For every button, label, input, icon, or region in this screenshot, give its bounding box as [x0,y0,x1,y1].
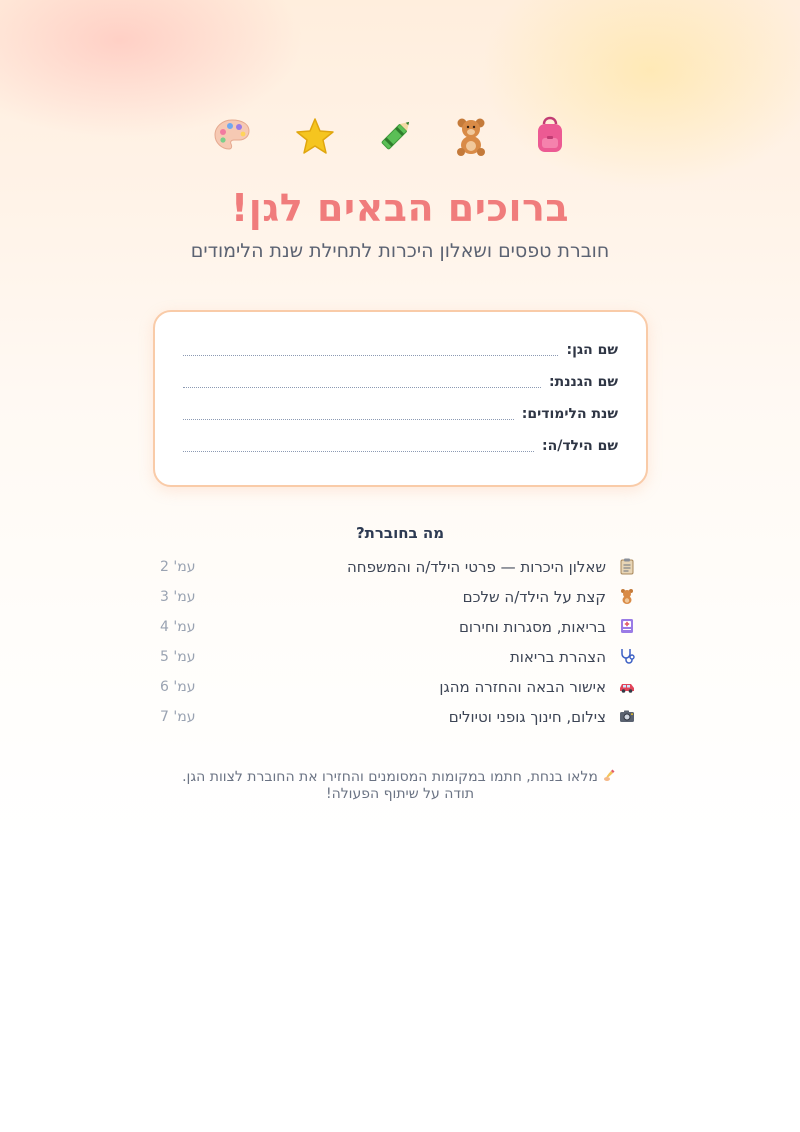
footer-note [150,767,650,803]
toc-item[interactable] [160,705,636,729]
toc-heading: מה בחוברת? [355,524,445,542]
field-label: שם הגננת: [549,374,618,390]
toc-item-label: בריאות, מסגרות וחירום [458,618,606,636]
crayon-icon [371,112,419,160]
page-title: ברוכים הבאים לגן! [230,186,570,230]
field-line[interactable] [183,451,534,452]
field-line[interactable] [183,387,541,388]
toc-item[interactable] [160,555,636,579]
toc-item-page: עמ' 4 [160,619,196,635]
toc-item-label: הצהרת בריאות [509,648,606,666]
palette-icon [208,112,256,160]
backpack-icon [526,112,574,160]
car-icon [616,677,636,697]
field-child-name[interactable] [183,432,618,454]
field-teacher-name[interactable] [183,368,618,390]
toc-item-label: צילום, חינוך גופני וטיולים [448,708,606,726]
toc-item[interactable] [160,585,636,609]
footer-note-line1 [150,767,650,786]
field-kindergarten-name[interactable] [183,336,618,358]
toc-item-label: קצת על הילד/ה שלכם [462,588,606,606]
toc-item-page: עמ' 7 [160,709,196,725]
toc-item[interactable] [160,675,636,699]
field-label: שנת הלימודים: [521,406,618,422]
toc-item-page: עמ' 6 [160,679,196,695]
camera-icon [616,707,636,727]
footer-line1-text: מלאו בנחת, חתמו במקומות המסומנים והחזירו את החוברת לצוות הגן. [182,769,598,785]
toc-item[interactable] [160,645,636,669]
field-line[interactable] [183,419,514,420]
field-line[interactable] [183,355,558,356]
star-icon [291,112,339,160]
writing-hand-icon [602,767,618,783]
field-label: שם הגן: [566,342,618,358]
toc-item-page: עמ' 5 [160,649,196,665]
toc-item[interactable] [160,615,636,639]
teddy-bear-icon [616,587,636,607]
header-icons [208,112,582,162]
medical-file-icon [616,617,636,637]
toc-item-label: שאלון היכרות — פרטי הילד/ה והמשפחה [347,558,606,576]
teddy-bear-icon [447,112,495,160]
footer-note-line2: תודה על שיתוף הפעולה! [325,786,475,802]
stethoscope-icon [616,647,636,667]
info-card [153,310,648,487]
field-label: שם הילד/ה: [541,438,618,454]
toc-item-page: עמ' 2 [160,559,196,575]
clipboard-icon [616,557,636,577]
toc-item-label: אישור הבאה והחזרה מהגן [439,678,606,696]
page-subtitle: חוברת טפסים ושאלון היכרות לתחילת שנת הלימודים [190,240,610,262]
field-school-year[interactable] [183,400,618,422]
toc-item-page: עמ' 3 [160,589,196,605]
